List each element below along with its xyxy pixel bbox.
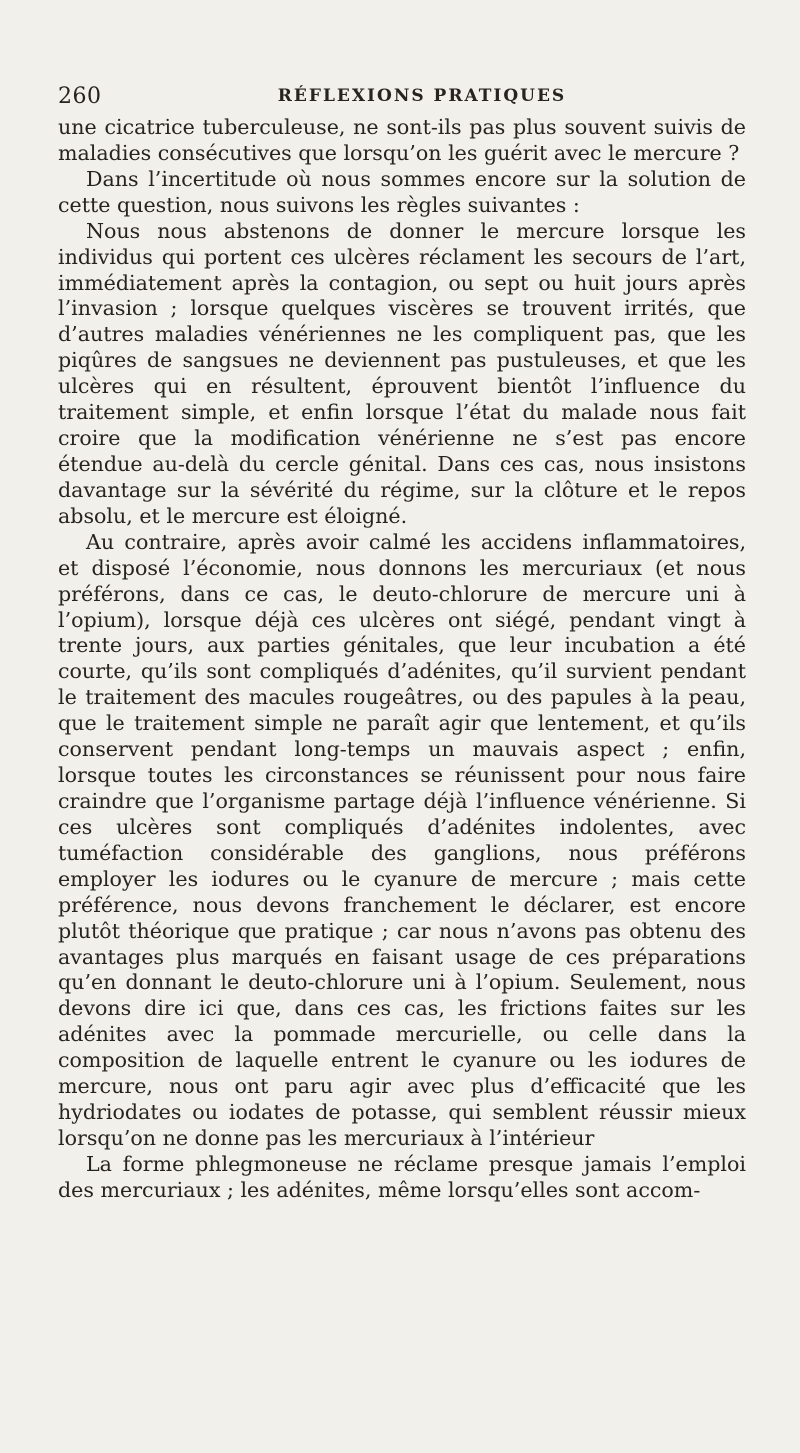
paragraph: La forme phlegmoneuse ne réclame presque jamais l’emploi des mercuriaux ; les adénites, même lorsqu’elles sont accom-: [58, 1151, 746, 1202]
page-number: 260: [58, 84, 102, 109]
paragraph: une cicatrice tuberculeuse, ne sont-ils pas plus souvent suivis de maladies consécutives que lorsqu’on les guérit avec le mercure ?: [58, 115, 746, 165]
paragraph: Au contraire, après avoir calmé les accidens inflammatoires, et disposé l’économie, nous donnons les mercuriaux (et nous préférons, dans ce cas, le deuto-chlorure de mercure uni à l’opium), lorsque déjà ces ulcères ont siégé, pendant vingt à trente jours, aux parties génitales, que leur incubation a été courte, qu’ils sont compliqués d’adénites, qu’il survient pendant le traitement des macules rougeâtres, ou des papules à la peau, que le traitement simple ne paraît agir que lentement, et qu’ils conservent pendant long-temps un mauvais aspect ; enfin, lorsque toutes les circonstances se réunissent pour nous faire craindre que l’organisme partage déjà l’influence vénérienne. Si ces ulcères sont compliqués d’adénites indolentes, avec tuméfaction considérable des ganglions, nous préférons employer les iodures ou le cyanure de mercure ; mais cette préférence, nous devons franchement le déclarer, est encore plutôt théorique que pratique ; car nous n’avons pas obtenu des avantages plus marqués en faisant usage de ces préparations qu’en donnant le deuto-chlorure uni à l’opium. Seulement, nous devons dire ici que, dans ces cas, les frictions faites sur les adénites avec la pommade mercurielle, ou celle dans la composition de laquelle entrent le cyanure ou les iodures de mercure, nous ont paru agir avec plus d’efficacité que les hydriodates ou iodates de potasse, qui semblent réussir mieux lorsqu’on ne donne pas les mercuriaux à l’intérieur: [58, 529, 746, 1150]
body-text: [58, 115, 746, 1204]
running-head: RÉFLEXIONS PRATIQUES: [277, 86, 567, 106]
paragraph: Nous nous abstenons de donner le mercure lorsque les individus qui portent ces ulcères réclament les secours de l’art, immédiatement après la contagion, ou sept ou huit jours après l’invasion ; lorsque quelques viscères se trouvent irrités, que d’autres maladies vénériennes ne les compliquent pas, que les piqûres de sangsues ne deviennent pas pustuleuses, et que les ulcères qui en résultent, éprouvent bientôt l’influence du traitement simple, et enfin lorsque l’état du malade nous fait croire que la modification vénérienne ne s’est pas encore étendue au-delà du cercle génital. Dans ces cas, nous insistons davantage sur la sévérité du régime, sur la clôture et le repos absolu, et le mercure est éloigné.: [58, 218, 746, 528]
page-header: [58, 84, 746, 110]
paragraph: Dans l’incertitude où nous sommes encore sur la solution de cette question, nous suivons les règles suivantes :: [58, 166, 746, 217]
